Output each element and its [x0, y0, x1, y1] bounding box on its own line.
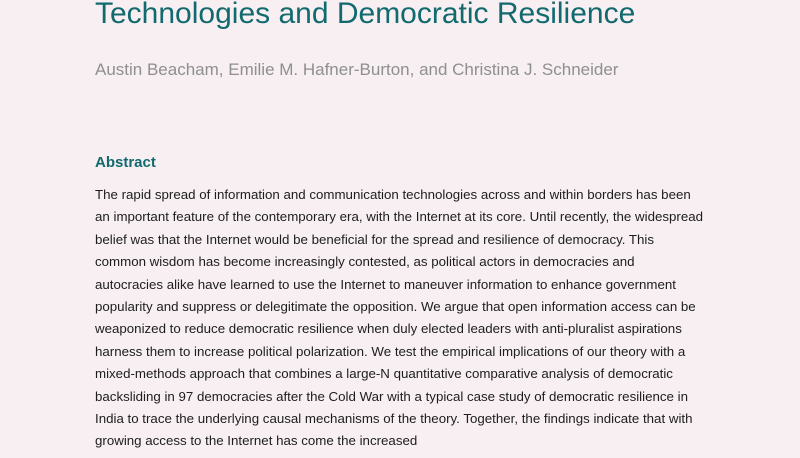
- author-list: Austin Beacham, Emilie M. Hafner-Burton, and Christina J. Schneider: [95, 60, 619, 79]
- abstract-body: The rapid spread of information and communication technologies across and within borders has been an important feature of the contemporary era, with the Internet at its core. Until recently, the widespread belief was that the Internet would be beneficial for the spread and resilience of democracy. This common wisdom has become increasingly contested, as political actors in democracies and autocracies alike have learned to use the Internet to maneuver information to enhance government popularity and suppress or delegitimate the opposition. We argue that open information access can be weaponized to reduce democratic resilience when duly elected leaders with anti-pluralist aspirations harness them to increase political polarization. We test the empirical implications of our theory with a mixed-methods approach that combines a large-N quantitative comparative analysis of democratic backsliding in 97 democracies after the Cold War with a typical case study of democratic resilience in India to trace the underlying causal mechanisms of the theory. Together, the findings indicate that with growing access to the Internet has come the increased: [95, 187, 704, 449]
- abstract-heading: Abstract: [95, 154, 156, 171]
- page-title: Technologies and Democratic Resilience: [95, 0, 636, 30]
